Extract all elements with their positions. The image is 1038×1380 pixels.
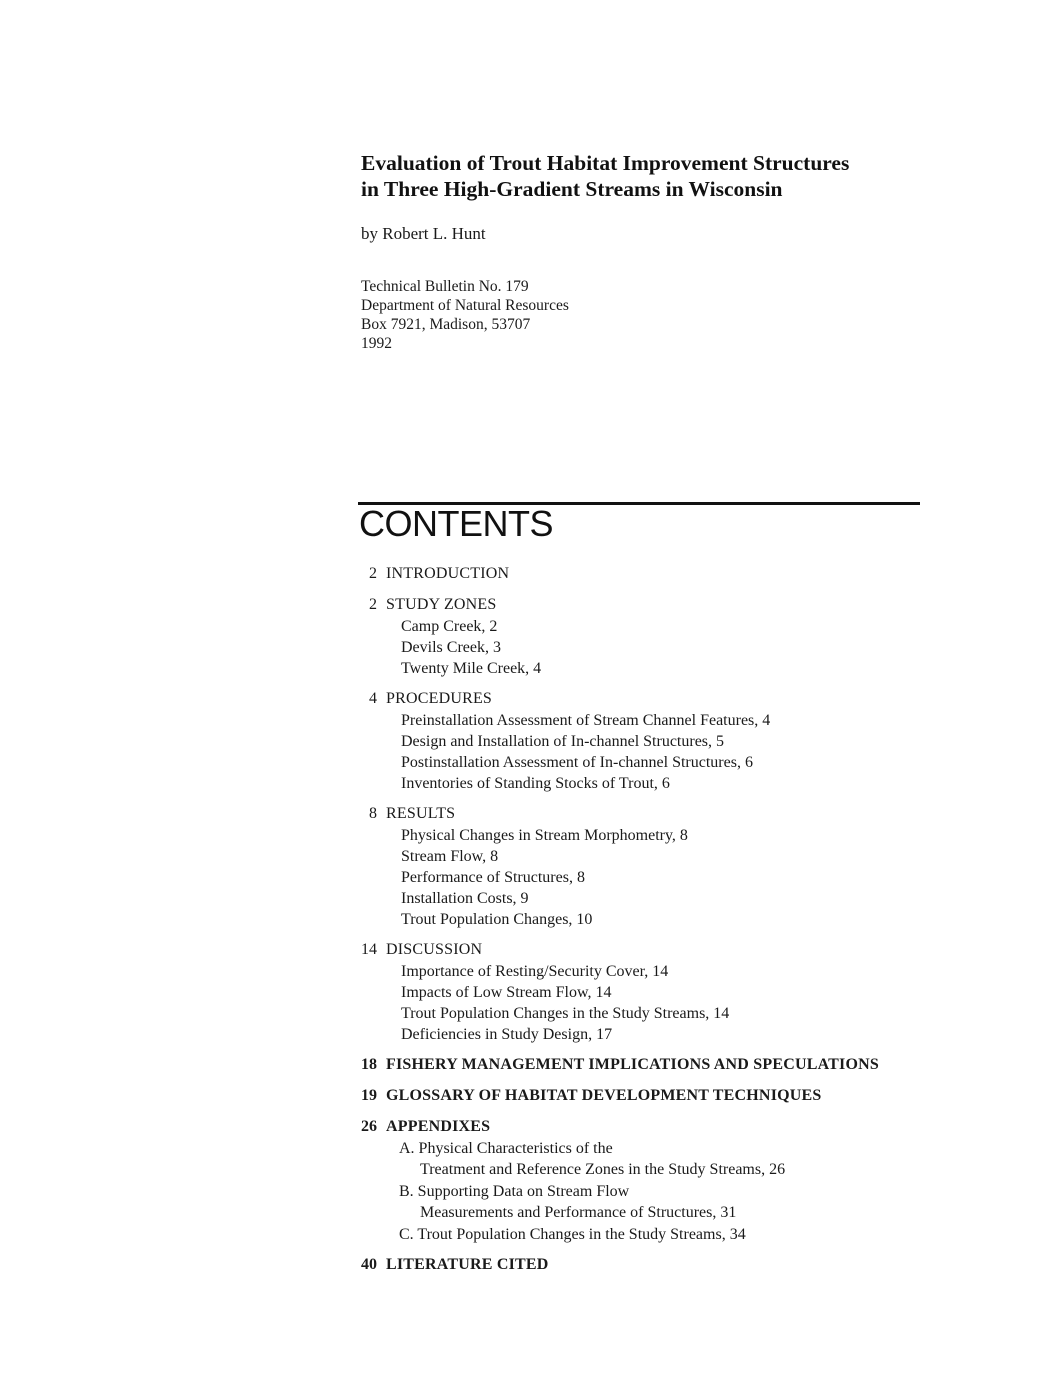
toc-appendix-a <box>350 1138 990 1180</box>
toc-section-results <box>350 803 990 930</box>
toc-page-number: 2 <box>369 596 377 613</box>
toc-subitem: Twenty Mile Creek, 4 <box>401 660 542 677</box>
toc-appendix-b <box>350 1181 990 1223</box>
toc-page-number: 40 <box>361 1256 377 1273</box>
toc-section-procedures <box>350 688 990 794</box>
toc-subitem: Devils Creek, 3 <box>401 639 501 656</box>
toc-page-number: 18 <box>361 1056 377 1073</box>
toc-subitem: Deficiencies in Study Design, 17 <box>401 1026 613 1043</box>
toc-page-number: 26 <box>361 1118 377 1135</box>
table-of-contents <box>350 563 990 1285</box>
toc-section-study-zones <box>350 594 990 679</box>
appendix-line-1: A. Physical Characteristics of the <box>399 1140 613 1157</box>
toc-subitem: Design and Installation of In-channel Structures, 5 <box>401 733 725 750</box>
toc-subitem: Postinstallation Assessment of In-channel Structures, 6 <box>401 754 753 771</box>
toc-subitem: Physical Changes in Stream Morphometry, 8 <box>401 827 688 844</box>
toc-section-title: RESULTS <box>386 805 456 822</box>
toc-page-number: 8 <box>369 805 377 822</box>
appendix-line-2: Treatment and Reference Zones in the Study Streams, 26 <box>420 1161 786 1178</box>
appendix-line-1: C. Trout Population Changes in the Study Streams, 34 <box>399 1226 746 1243</box>
toc-section-title: STUDY ZONES <box>386 596 497 613</box>
toc-section-title: INTRODUCTION <box>386 565 510 582</box>
publication-info <box>361 277 569 353</box>
publication-year: 1992 <box>361 335 392 352</box>
toc-section-title: GLOSSARY OF HABITAT DEVELOPMENT TECHNIQUES <box>386 1087 822 1104</box>
bulletin-number: Technical Bulletin No. 179 <box>361 278 529 295</box>
appendix-line-1: B. Supporting Data on Stream Flow <box>399 1183 630 1200</box>
toc-page-number: 2 <box>369 565 377 582</box>
toc-section-introduction <box>350 563 990 585</box>
contents-heading: CONTENTS <box>359 503 553 544</box>
toc-subitem: Inventories of Standing Stocks of Trout, 6 <box>401 775 670 792</box>
toc-appendix-c <box>350 1224 990 1245</box>
toc-subitem: Impacts of Low Stream Flow, 14 <box>401 984 612 1001</box>
toc-section-title: PROCEDURES <box>386 690 493 707</box>
toc-page-number: 19 <box>361 1087 377 1104</box>
appendix-line-2: Measurements and Performance of Structures, 31 <box>420 1204 737 1221</box>
toc-section-literature-cited <box>350 1254 990 1276</box>
toc-section-title: LITERATURE CITED <box>386 1256 549 1273</box>
toc-section-glossary <box>350 1085 990 1107</box>
document-title <box>361 150 981 202</box>
title-line-1: Evaluation of Trout Habitat Improvement Structures <box>361 151 850 175</box>
toc-subitem: Preinstallation Assessment of Stream Channel Features, 4 <box>401 712 771 729</box>
department-name: Department of Natural Resources <box>361 297 569 314</box>
toc-subitem: Importance of Resting/Security Cover, 14 <box>401 963 669 980</box>
toc-section-title: FISHERY MANAGEMENT IMPLICATIONS AND SPECULATIONS <box>386 1056 879 1073</box>
title-line-2: in Three High-Gradient Streams in Wisconsin <box>361 177 783 201</box>
toc-subitem: Trout Population Changes in the Study Streams, 14 <box>401 1005 730 1022</box>
author-byline: by Robert L. Hunt <box>361 224 486 243</box>
toc-section-title: DISCUSSION <box>386 941 483 958</box>
toc-section-title: APPENDIXES <box>386 1118 491 1135</box>
toc-subitem: Performance of Structures, 8 <box>401 869 585 886</box>
toc-subitem: Camp Creek, 2 <box>401 618 498 635</box>
toc-page-number: 14 <box>361 941 377 958</box>
toc-section-appendixes <box>350 1116 990 1245</box>
mailing-address: Box 7921, Madison, 53707 <box>361 316 531 333</box>
toc-section-discussion <box>350 939 990 1045</box>
toc-section-fishery-management <box>350 1054 990 1076</box>
toc-subitem: Installation Costs, 9 <box>401 890 529 907</box>
toc-page-number: 4 <box>369 690 377 707</box>
toc-subitem: Trout Population Changes, 10 <box>401 911 593 928</box>
toc-subitem: Stream Flow, 8 <box>401 848 499 865</box>
